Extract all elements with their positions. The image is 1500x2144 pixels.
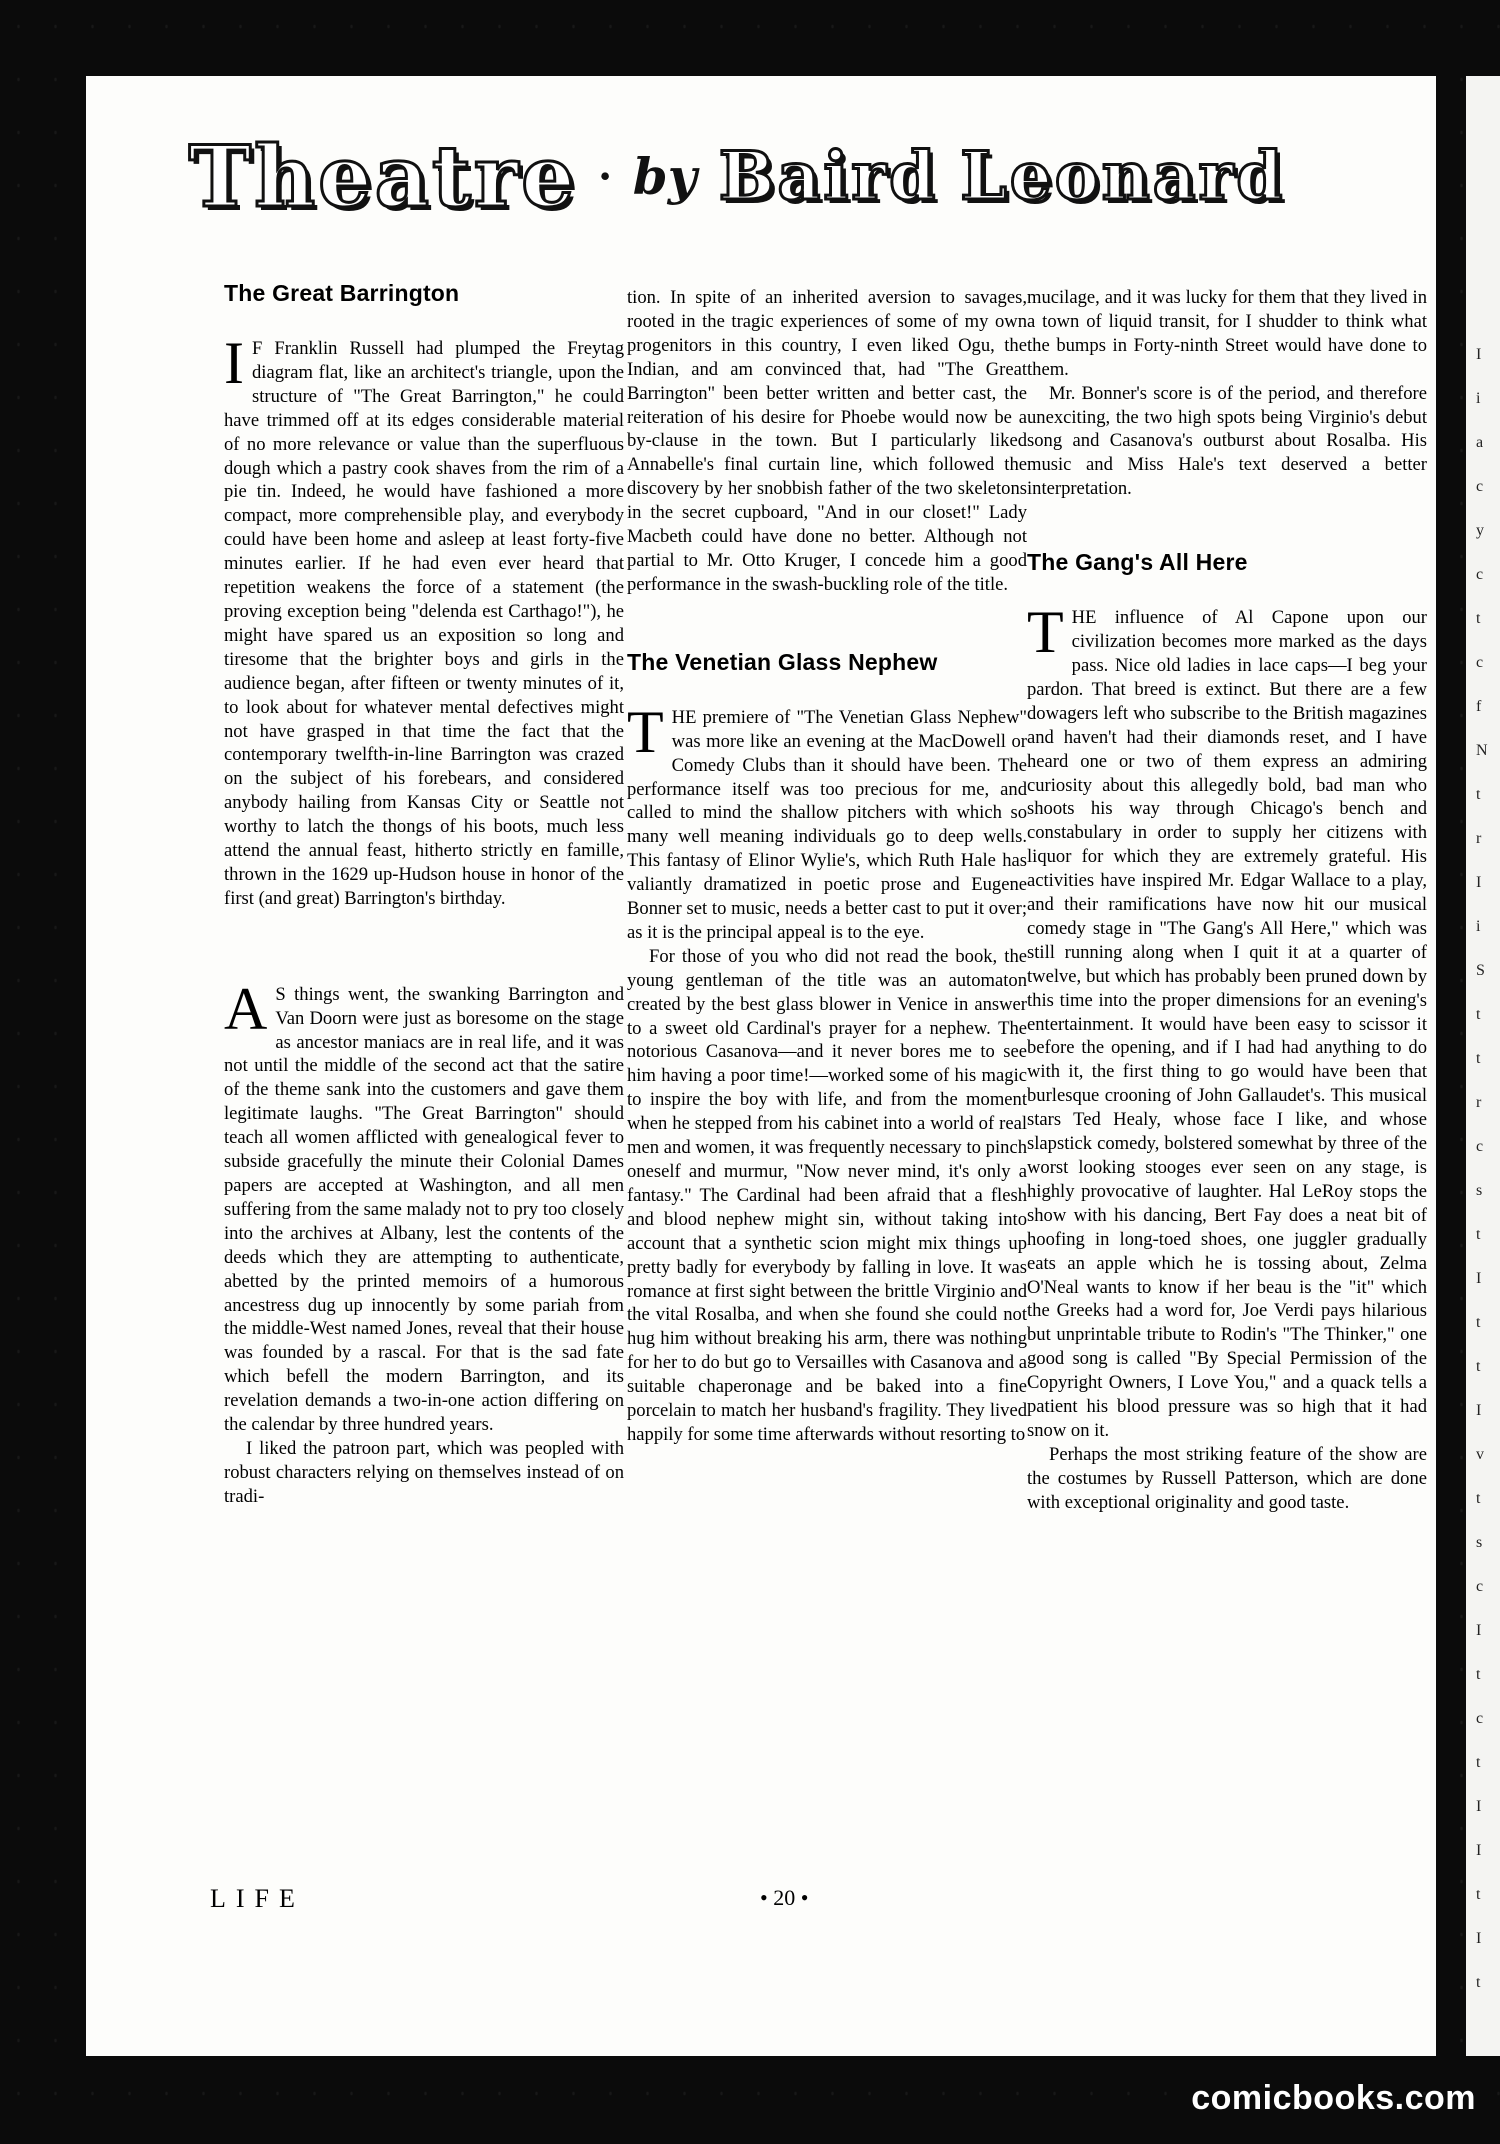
paragraph-great-barrington-2: AS things went, the swanking Barrington and Van Doorn were just as boresome on the stage as ancestor maniacs are in real life, and it was not until the middle of the second act that the satire of the theme sank into the customers and gave them legitimate laughs. "The Great Barrington" should teach all women afflicted with genealogical fever to subside gracefully the minute their Colonial Dames papers are accepted at Washington, and all men suffering from the same malady not to pry too closely into the archives at Albany, lest the contents of the deeds which they are attempting to authenticate, abetted by the printed memoirs of a humorous ancestress dug up innocently by some pariah from the middle-West named Jones, reveal that their house was founded by a rascal. For that is the sad fate which befell the modern Barrington, and its revelation demands a two-in-one action differing on the calendar by three hundred years. bbox=[224, 975, 624, 1436]
next-page-glyph: t bbox=[1476, 1886, 1481, 1903]
next-page-glyph: I bbox=[1476, 1930, 1482, 1947]
paragraph-great-barrington-1: IF Franklin Russell had plumped the Freytag diagram flat, like an architect's triangle, upon the structure of "The Great Barrington," he could have trimmed off at its edges considerable material of no more relevance or value than the superfluous dough which a pastry cook shaves from the rim of a pie tin. Indeed, he would have fashioned a more compact, more comprehensible play, and everybody could have been home and asleep at least forty-five minutes earlier. If he had even ever heard that repetition weakens the force of a statement (the proving exception being "delenda est Carthago!"), he might have spared us an exposition so long and tiresome that the brighter boys and girls in the audience began, after fifteen or twenty minutes of it, to look about for whatever mental defectives might not have grasped in that time the fact that the contemporary twelfth-in-line Barrington was crazed on the subject of his forebears, and considered anybody hailing from Kansas City or Seattle not worthy to latch the thongs of his boots, much less attend the annual feast, hitherto strictly en famille, thrown in the 1629 up-Hudson house in honor of the first (and great) Barrington's birthday. bbox=[224, 330, 624, 909]
section-title-great-barrington: The Great Barrington bbox=[224, 280, 460, 306]
next-page-glyph: S bbox=[1476, 962, 1485, 979]
next-page-glyph: c bbox=[1476, 566, 1484, 583]
next-page-glyph: t bbox=[1476, 786, 1481, 803]
next-page-glyph: t bbox=[1476, 1666, 1481, 1683]
watermark: comicbooks.com bbox=[1191, 2079, 1476, 2117]
section-title-gangs-all-here: The Gang's All Here bbox=[1027, 549, 1248, 576]
next-page-glyph: t bbox=[1476, 1754, 1481, 1771]
next-page-glyph: t bbox=[1476, 1974, 1481, 1991]
next-page-glyph: i bbox=[1476, 918, 1481, 935]
next-page-glyph: f bbox=[1476, 698, 1482, 715]
paragraph-gang-1: THE influence of Al Capone upon our civilization becomes more marked as the days pass. Nice old ladies in lace caps—I beg your pardon. That breed is extinct. But there are a few dowagers left who subscribe to the British magazines and haven't had their diamonds reset, and I have heard one or two of them express an admiring curiosity about this allegedly bold, bad man who shoots his way through Chicago's bench and constabulary in order to supply her citizens with liquor for which they are extremely grateful. His activities have inspired Mr. Edgar Wallace to a play, and their ramifications have now hit our musical comedy stage in "The Gang's All Here," which was still running along when I quit it at a quarter of twelve, but which has probably been pruned down by this time into the proper dimensions for an evening's entertainment. It would have been easy to scissor it before the opening, and if I had had anything to do with it, the first thing to go would have been that burlesque crooning of John Gallaudet's. This musical stars Ted Healy, whose face I like, and whose slapstick comedy, bolstered somewhat by three of the worst looking stooges ever seen on any stage, is highly provocative of laughter. Hal LeRoy stops the show with his dancing, Bert Fay does a neat bit of hoofing in long-toed shoes, one juggler gradually eats an apple which he is tossing about, Zelma O'Neal wants to know if her beau is the "it" which the Greeks had a word for, Joe Verdi pays hilarious but unprintable tribute to Rodin's "The Thinker," one good song is called "By Special Permission of the Copyright Owners, I Love You," and a quack tells a patient his blood pressure was so high that it had snow on it. bbox=[1027, 599, 1427, 1441]
next-page-glyph: t bbox=[1476, 610, 1481, 627]
next-page-glyph: t bbox=[1476, 1050, 1481, 1067]
next-page-glyph: c bbox=[1476, 1710, 1484, 1727]
next-page-edge bbox=[1466, 76, 1500, 2056]
title-theatre: Theatre bbox=[188, 126, 578, 226]
next-page-glyph: N bbox=[1476, 742, 1488, 759]
title-separator: • bbox=[599, 157, 611, 194]
paragraph-venetian-2-start: For those of you who did not read the book, the young gentleman of the title was an automaton created by the best glass blower in Venice in answer to a sweet old Cardinal's prayer for a nephew. The notorious Casanova—and it never bores me to see him having a poor time!—worked some of his magic to inspire the boy with life, and from the moment when he stepped from his cabinet into a world of real men and women, it was frequently necessary to pinch oneself and murmur, "Now never mind, it's only a fantasy." The Cardinal had been afraid that a flesh and blood nephew might sin, without taking into account that a synthetic scion might mix things up pretty badly for everybody by falling in love. It was romance at first sight between the brittle Virginio and the vital Rosalba, and when she found she could not hug him without breaking his arm, there was nothing for her to do but go to Versailles with Casanova and a suitable chaperonage and be baked into a fine porcelain to match her husband's fragility. They lived happily for some time afterwards without resorting to bbox=[627, 945, 1027, 1445]
paragraph-gang-2: Perhaps the most striking feature of the show are the costumes by Russell Patterson, which are done with exceptional originality and good taste. bbox=[1027, 1443, 1427, 1513]
author-last-name: Leonard bbox=[960, 137, 1286, 215]
next-page-glyph: I bbox=[1476, 346, 1482, 363]
next-page-glyph: c bbox=[1476, 1138, 1484, 1155]
next-page-glyph: t bbox=[1476, 1006, 1481, 1023]
column-2 bbox=[627, 286, 1027, 1447]
next-page-glyph: I bbox=[1476, 1622, 1482, 1639]
next-page-glyph: c bbox=[1476, 478, 1484, 495]
page-number: • 20 • bbox=[760, 1885, 809, 1910]
next-page-glyph: a bbox=[1476, 434, 1484, 451]
paragraph-great-barrington-3-start: I liked the patroon part, which was peopled with robust characters relying on themselves instead of on tradi- bbox=[224, 1437, 624, 1507]
next-page-glyph: r bbox=[1476, 1094, 1482, 1111]
paragraph-venetian-2-cont: mucilage, and it was lucky for them that they lived in a town of liquid transit, for I shudder to think what the bumps in Forty-ninth Street would have done to them. bbox=[1027, 287, 1427, 380]
next-page-glyph: r bbox=[1476, 830, 1482, 847]
next-page-glyph: s bbox=[1476, 1534, 1483, 1551]
next-page-glyph: c bbox=[1476, 1578, 1484, 1595]
column-1 bbox=[224, 280, 624, 1509]
page-title bbox=[112, 116, 1362, 236]
next-page-glyph: I bbox=[1476, 1798, 1482, 1815]
next-page-glyph: I bbox=[1476, 874, 1482, 891]
section-title-venetian-glass-nephew: The Venetian Glass Nephew bbox=[627, 648, 938, 675]
magazine-name: LIFE bbox=[210, 1884, 305, 1913]
next-page-glyph: y bbox=[1476, 522, 1484, 539]
next-page-glyph: I bbox=[1476, 1402, 1482, 1419]
next-page-glyph: v bbox=[1476, 1446, 1484, 1463]
next-page-glyph: s bbox=[1476, 1182, 1483, 1199]
column-3 bbox=[1027, 286, 1427, 1515]
next-page-glyph: c bbox=[1476, 654, 1484, 671]
title-by: by bbox=[632, 146, 697, 206]
paragraph-venetian-1: THE premiere of "The Venetian Glass Nephew" was more like an evening at the MacDowell or Comedy Clubs than it should have been. The performance itself was too precious for me, and called to mind the shallow pitchers with which so many well meaning individuals go to deep wells. This fantasy of Elinor Wylie's, which Ruth Hale has valiantly dramatized in poetic prose and Eugene Bonner set to music, needs a better cast to put it over; as it is the principal appeal is to the eye. bbox=[627, 698, 1027, 943]
next-page-glyph: t bbox=[1476, 1314, 1481, 1331]
paragraph-great-barrington-3-cont: tion. In spite of an inherited aversion to savages, rooted in the tragic experiences of some of my own progenitors in this country, I even liked Ogu, the Indian, and am convinced that, had "The Great Barrington" been better written and better cast, the reiteration of his desire for Phoebe would now be a by-clause in the town. But I particularly liked Annabelle's final curtain line, which followed the discovery by her snobbish father of the two skeletons in the secret cupboard, "And in our closet!" Lady Macbeth could have done no better. Although not partial to Mr. Otto Kruger, I concede him a good performance in the swash-buckling role of the title. bbox=[627, 287, 1027, 595]
next-page-glyph: t bbox=[1476, 1358, 1481, 1375]
next-page-glyph: I bbox=[1476, 1842, 1482, 1859]
author-first-name: Baird bbox=[718, 137, 939, 215]
next-page-glyph: t bbox=[1476, 1490, 1481, 1507]
paragraph-venetian-3: Mr. Bonner's score is of the period, and therefore unexciting, the two high spots being Virginio's debut song and Casanova's outburst about Rosalba. His music and Miss Hale's text deserved a better interpretation. bbox=[1027, 382, 1427, 500]
next-page-glyph: t bbox=[1476, 1226, 1481, 1243]
next-page-glyph: I bbox=[1476, 1270, 1482, 1287]
next-page-glyph: i bbox=[1476, 390, 1481, 407]
